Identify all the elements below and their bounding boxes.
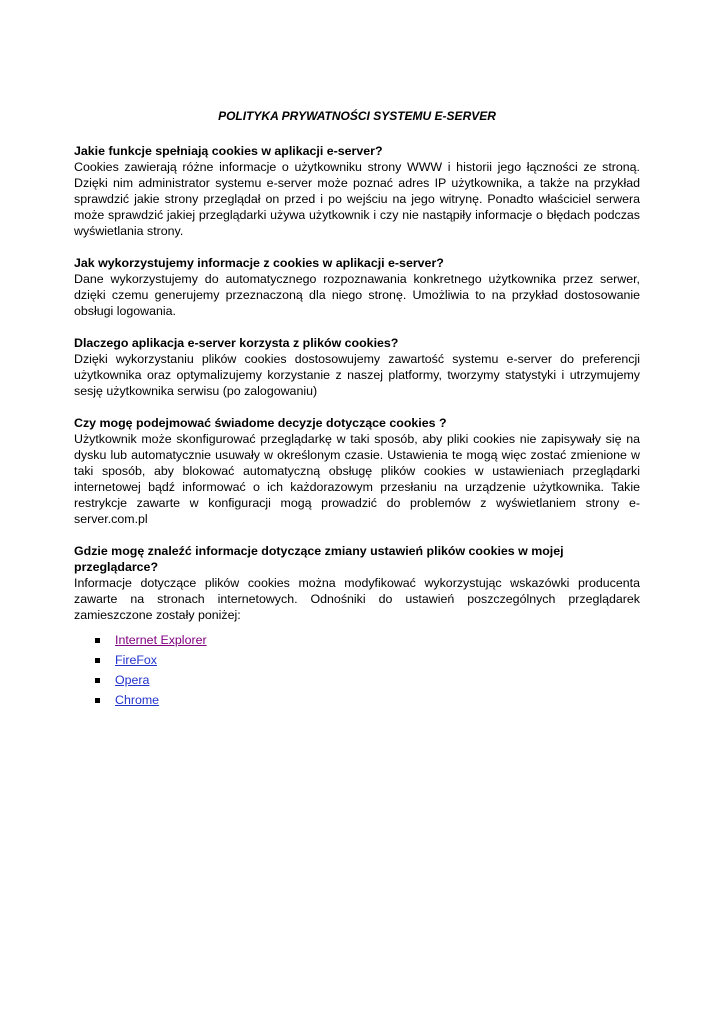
link-firefox[interactable]: FireFox bbox=[115, 653, 157, 667]
section-question: Dlaczego aplikacja e-server korzysta z plików cookies? bbox=[74, 336, 399, 350]
bullet-icon bbox=[95, 638, 100, 643]
list-item bbox=[74, 632, 640, 652]
browser-links-list bbox=[74, 632, 640, 712]
section-answer: Cookies zawierają różne informacje o użytkowniku strony WWW i historii jego łączności ze stroną. Dzięki nim administrator systemu e-server może poznać adres IP użytkownika, a także na przykład sprawdzić jakie strony przeglądał on przed i po wejściu na jego witrynę. Ponadto właściciel serwera może sprawdzić jakiej przeglądarki używa użytkownik i czy nie nastąpiły informacje o błędach podczas wyświetlania strony. bbox=[74, 160, 640, 238]
document-title: POLITYKA PRYWATNOŚCI SYSTEMU E-SERVER bbox=[218, 109, 496, 123]
section-answer: Informacje dotyczące plików cookies można modyfikować wykorzystując wskazówki producenta zawarte na stronach internetowych. Odnośniki do ustawień poszczególnych przeglądarek zamieszczone zostały poniżej: bbox=[74, 576, 640, 622]
section-question: Jakie funkcje spełniają cookies w aplikacji e-server? bbox=[74, 144, 383, 158]
link-internet-explorer[interactable]: Internet Explorer bbox=[115, 633, 207, 647]
section-cookie-usage bbox=[74, 255, 640, 319]
document-page bbox=[74, 108, 640, 728]
section-question: Gdzie mogę znaleźć informacje dotyczące zmiany ustawień plików cookies w mojej przeglądarce? bbox=[74, 544, 564, 574]
section-question: Jak wykorzystujemy informacje z cookies w aplikacji e-server? bbox=[74, 256, 444, 270]
link-opera[interactable]: Opera bbox=[115, 673, 150, 687]
section-cookie-functions bbox=[74, 143, 640, 239]
bullet-icon bbox=[95, 678, 100, 683]
list-item bbox=[74, 672, 640, 692]
list-item bbox=[74, 652, 640, 672]
section-question: Czy mogę podejmować świadome decyzje dotyczące cookies ? bbox=[74, 416, 447, 430]
bullet-icon bbox=[95, 698, 100, 703]
section-answer: Dane wykorzystujemy do automatycznego rozpoznawania konkretnego użytkownika przez serwer, dzięki czemu generujemy przeznaczoną dla niego stronę. Umożliwia to na przykład dostosowanie obsługi logowania. bbox=[74, 272, 640, 318]
section-why-cookies bbox=[74, 335, 640, 399]
section-answer: Dzięki wykorzystaniu plików cookies dostosowujemy zawartość systemu e-server do preferencji użytkownika oraz optymalizujemy korzystanie z naszej platformy, tworzymy statystyki i utrzymujemy sesję użytkownika serwisu (po zalogowaniu) bbox=[74, 352, 640, 398]
link-chrome[interactable]: Chrome bbox=[115, 693, 160, 707]
section-answer: Użytkownik może skonfigurować przeglądarkę w taki sposób, aby pliki cookies nie zapisywały się na dysku lub automatycznie usuwały w określonym czasie. Ustawienia te mogą więc zostać zmienione w taki sposób, aby blokować automatyczną obsługę plików cookies w ustawieniach przeglądarki internetowej bądź informować o ich każdorazowym przesłaniu na urządzenie użytkownika. Takie restrykcje zawarte w konfiguracji mogą prowadzić do problemów z wyświetlaniem strony e-server.com.pl bbox=[74, 432, 640, 526]
section-cookie-decisions bbox=[74, 415, 640, 527]
section-browser-settings bbox=[74, 543, 640, 712]
bullet-icon bbox=[95, 658, 100, 663]
list-item bbox=[74, 692, 640, 712]
